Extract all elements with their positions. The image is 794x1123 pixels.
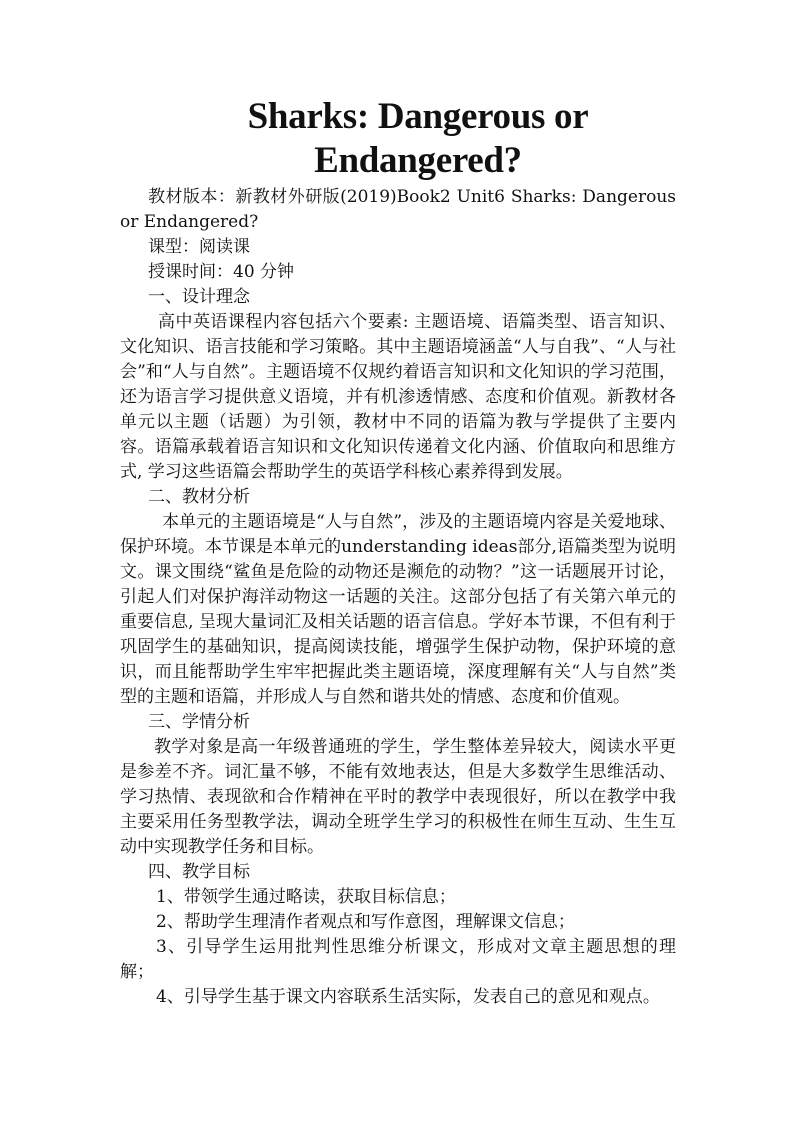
section-heading: 四、教学目标 <box>148 862 250 882</box>
objective-item: 4、引导学生基于课文内容联系生活实际，发表自己的意见和观点。 <box>156 987 660 1007</box>
edition-line: 教材版本：新教材外研版(2019)Book2 Unit6 Sharks: Dangerous or Endangered? <box>120 187 676 232</box>
objective-item: 2、帮助学生理清作者观点和写作意图，理解课文信息； <box>156 912 575 932</box>
duration-line: 授课时间：40 分钟 <box>148 262 295 282</box>
objective-item: 3、引导学生运用批判性思维分析课文，形成对文章主题思想的理解； <box>120 937 676 982</box>
section-paragraph: 教学对象是高一年级普通班的学生，学生整体差异较大，阅读水平更是参差不齐。词汇量不够，不能有效地表达，但是大多数学生思维活动、学习热情、表现欲和合作精神在平时的教学中表现很好，所以在教学中我主要采用任务型教学法，调动全班学生学习的积极性在师生互动、生生互动中实现教学任务和目标。 <box>120 737 676 857</box>
document-page <box>120 95 676 1010</box>
section-heading: 一、设计理念 <box>148 287 250 307</box>
page-title: Sharks: Dangerous or Endangered? <box>247 96 589 181</box>
section-paragraph: 高中英语课程内容包括六个要素: 主题语境、语篇类型、语言知识、文化知识、语言技能和学习策略。其中主题语境涵盖“人与自我”、“人与社会”和“人与自然”。主题语境不仅规约着语言知识和文化知识的学习范围，还为语言学习提供意义语境，并有机渗透情感、态度和价值观。新教材各单元以主题（话题）为引领，教材中不同的语篇为教与学提供了主要内容。语篇承载着语言知识和文化知识传递着文化内涵、价值取向和思维方式, 学习这些语篇会帮助学生的英语学科核心素养得到发展。 <box>120 312 676 482</box>
section-paragraph: 本单元的主题语境是“人与自然”，涉及的主题语境内容是关爱地球、保护环境。本节课是本单元的understanding ideas部分,语篇类型为说明文。课文围绕“鲨鱼是危险的动物还是濒危的动物？”这一话题展开讨论，引起人们对保护海洋动物这一话题的关注。这部分包括了有关第六单元的重要信息, 呈现大量词汇及相关话题的语言信息。学好本节课，不但有利于巩固学生的基础知识，提高阅读技能，增强学生保护动物，保护环境的意识，而且能帮助学生牢牢把握此类主题语境，深度理解有关“人与自然”类型的主题和语篇，并形成人与自然和谐共处的情感、态度和价值观。 <box>120 512 676 707</box>
section-heading: 二、教材分析 <box>148 487 250 507</box>
lesson-type-line: 课型：阅读课 <box>148 237 250 257</box>
section-heading: 三、学情分析 <box>148 712 250 732</box>
objective-item: 1、带领学生通过略读，获取目标信息； <box>156 887 456 907</box>
